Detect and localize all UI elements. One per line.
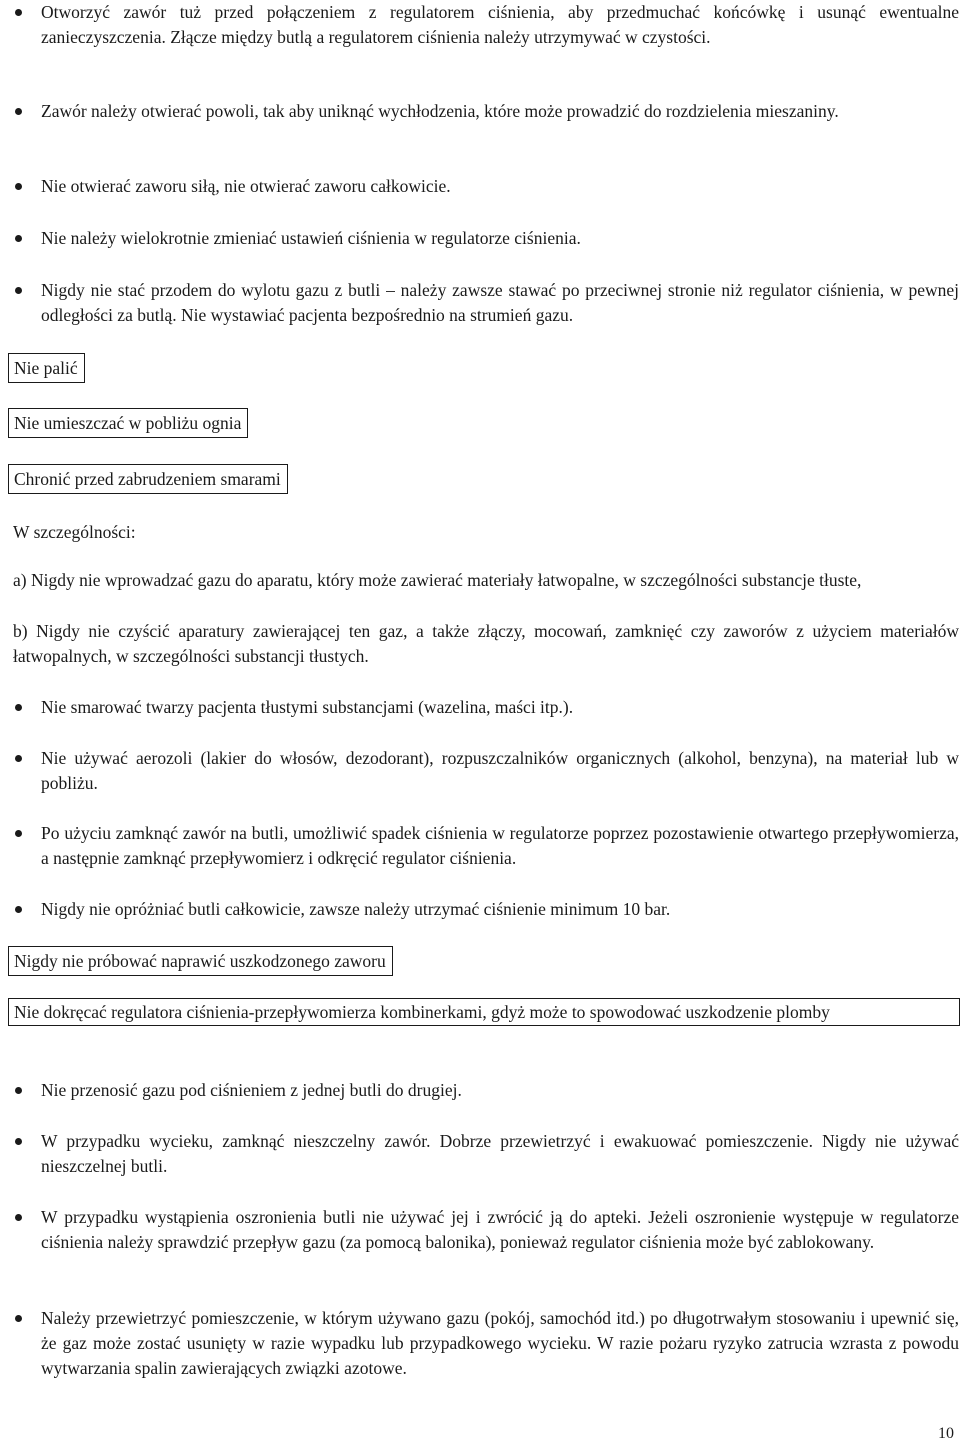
paragraph-a: a) Nigdy nie wprowadzać gazu do aparatu, który może zawierać materiały łatwopalne, w szczególności substancje tłuste, (13, 570, 862, 590)
list-item: W przypadku wystąpienia oszronienia butli nie używać jej i zwrócić ją do apteki. Jeżeli oszronienie występuje w regulatorze ciśnienia należy sprawdzić przepływ gazu (za pomocą balonika), ponieważ regulator ciśnienia może być zablokowany. (41, 1205, 959, 1255)
list-item: Nie należy wielokrotnie zmieniać ustawień ciśnienia w regulatorze ciśnienia. (41, 226, 959, 251)
page-number: 10 (938, 1425, 954, 1442)
list-item: Otworzyć zawór tuż przed połączeniem z regulatorem ciśnienia, aby przedmuchać końcówkę i usunąć ewentualne zanieczyszczenia. Złącze między butlą a regulatorem ciśnienia należy utrzymywać w czystości. (41, 0, 959, 50)
list-item: Zawór należy otwierać powoli, tak aby uniknąć wychłodzenia, które może prowadzić do rozdzielenia mieszaniny. (41, 99, 959, 124)
list-item: Nie smarować twarzy pacjenta tłustymi substancjami (wazelina, maści itp.). (41, 695, 959, 720)
warning-box-no-pliers: Nie dokręcać regulatora ciśnienia-przepływomierza kombinerkami, gdyż może to spowodować uszkodzenie plomby (8, 998, 960, 1026)
list-item: Nie używać aerozoli (lakier do włosów, dezodorant), rozpuszczalników organicznych (alkohol, benzyna), na materiał lub w pobliżu. (41, 746, 959, 796)
warning-box-no-fire: Nie umieszczać w pobliżu ognia (8, 408, 248, 438)
warning-box-no-smoking: Nie palić (8, 353, 85, 383)
list-item: Nie przenosić gazu pod ciśnieniem z jednej butli do drugiej. (41, 1078, 959, 1103)
warning-box-no-repair: Nigdy nie próbować naprawić uszkodzonego zaworu (8, 946, 393, 976)
list-item: Należy przewietrzyć pomieszczenie, w którym używano gazu (pokój, samochód itd.) po długotrwałym stosowaniu i upewnić się, że gaz może zostać usunięty w razie wypadku lub przypadkowego wycieku. W razie pożaru ryzyko zatrucia wzrasta z powodu wytwarzania spalin zawierających związki azotowe. (41, 1306, 959, 1381)
warning-box-no-grease: Chronić przed zabrudzeniem smarami (8, 464, 288, 494)
list-item: Nie otwierać zaworu siłą, nie otwierać zaworu całkowicie. (41, 174, 959, 199)
list-item: Po użyciu zamknąć zawór na butli, umożliwić spadek ciśnienia w regulatorze poprzez pozostawienie otwartego przepływomierza, a następnie zamknąć przepływomierz i odkręcić regulator ciśnienia. (41, 821, 959, 871)
section-heading: W szczególności: (13, 522, 136, 542)
list-item: Nigdy nie stać przodem do wylotu gazu z butli – należy zawsze stawać po przeciwnej stronie niż regulator ciśnienia, w pewnej odległości za butlą. Nie wystawiać pacjenta bezpośrednio na strumień gazu. (41, 278, 959, 328)
list-item: Nigdy nie opróżniać butli całkowicie, zawsze należy utrzymać ciśnienie minimum 10 bar. (41, 897, 959, 922)
paragraph-b: b) Nigdy nie czyścić aparatury zawierającej ten gaz, a także złączy, mocowań, zamknięć czy zaworów z użyciem materiałów łatwopalnych, w szczególności substancji tłustych. (13, 621, 959, 666)
list-item: W przypadku wycieku, zamknąć nieszczelny zawór. Dobrze przewietrzyć i ewakuować pomieszczenie. Nigdy nie używać nieszczelnej butli. (41, 1129, 959, 1179)
